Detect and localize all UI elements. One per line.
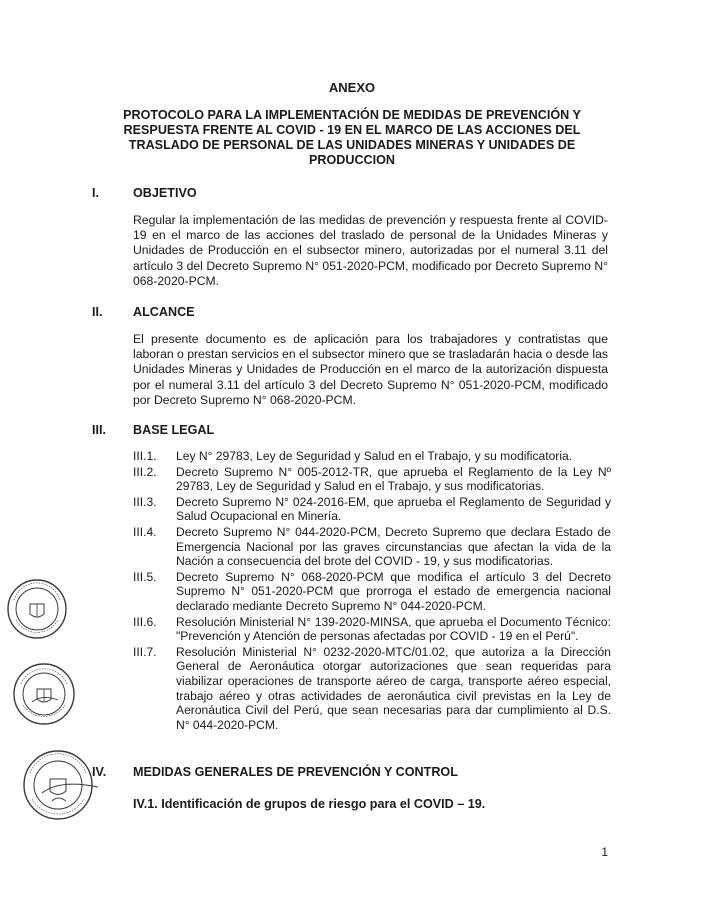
list-item [133, 570, 611, 614]
list-item-number: III.6. [133, 614, 157, 629]
document-title [100, 108, 604, 168]
annex-label: ANEXO [328, 80, 376, 95]
list-item-number: III.3. [133, 494, 157, 509]
list-item-text: Decreto Supremo N° 024-2016-EM, que aprueba el Reglamento de Seguridad y Salud Ocupacional en Minería. [176, 494, 611, 524]
list-item [133, 645, 611, 733]
list-item-text: Resolución Ministerial N° 0232-2020-MTC/01.02, que autoriza a la Dirección General de Aeronáutica otorgar autorizaciones que sean requeridas para viabilizar operaciones de transporte aéreo de carga, transporte aéreo especial, trabajo aéreo y otras actividades de aeronáutica civil previstas en la Ley de Aeronáutica Civil del Perú, que sean necesarias para dar cumplimiento al D.S. N° 044-2020-PCM. [176, 644, 611, 732]
section-heading-alcance: ALCANCE [133, 305, 195, 319]
seal-icon [12, 662, 76, 726]
title-line: RESPUESTA FRENTE AL COVID - 19 EN EL MARCO DE LAS ACCIONES DEL [123, 123, 581, 137]
title-line: PROTOCOLO PARA LA IMPLEMENTACIÓN DE MEDIDAS DE PREVENCIÓN Y [123, 108, 581, 122]
list-item-number: III.1. [133, 449, 157, 463]
ministry-seal-stamp [6, 578, 68, 640]
list-item-text: Resolución Ministerial N° 139-2020-MINSA, que aprueba el Documento Técnico: "Prevención y Atención de personas afectadas por COVID - 19 en el Perú". [176, 614, 611, 644]
section-number-alcance: II. [92, 305, 103, 319]
list-item [133, 495, 611, 524]
list-item-number: III.4. [133, 524, 157, 539]
section-number-medidas: IV. [92, 765, 107, 779]
seal-icon [6, 578, 68, 640]
list-item [133, 449, 611, 464]
ministry-seal-stamp [18, 743, 107, 829]
list-item [133, 525, 611, 569]
section-number-base-legal: III. [92, 423, 106, 437]
ministry-seal-stamp [12, 662, 76, 726]
section-heading-base-legal: BASE LEGAL [133, 423, 215, 437]
list-item-number: III.5. [133, 569, 157, 584]
title-line: TRASLADO DE PERSONAL DE LAS UNIDADES MINERAS Y UNIDADES DE [128, 138, 576, 152]
list-item-text: Ley N° 29783, Ley de Seguridad y Salud en el Trabajo, y su modificatoria. [176, 449, 573, 463]
section-heading-objetivo: OBJETIVO [133, 186, 197, 200]
list-item-text: Decreto Supremo N° 005-2012-TR, que aprueba el Reglamento de la Ley Nº 29783, Ley de Seguridad y Salud en el Trabajo, y sus modificatorias. [176, 464, 611, 494]
list-item [133, 615, 611, 644]
section-number-objetivo: I. [92, 186, 99, 200]
alcance-paragraph: El presente documento es de aplicación para los trabajadores y contratistas que laboran o prestan servicios en el subsector minero que se trasladarán hacia o desde las Unidades Mineras y Unidades de Producción en el marco de la autorización dispuesta por el numeral 3.11 del artículo 3 del Decreto Supremo N° 051-2020-PCM, modificado por Decreto Supremo N° 068-2020-PCM. [133, 332, 608, 407]
list-item-number: III.7. [133, 644, 157, 659]
page-number: 1 [601, 845, 608, 859]
section-heading-medidas: MEDIDAS GENERALES DE PREVENCIÓN Y CONTROL [133, 765, 458, 779]
list-item [133, 465, 611, 494]
title-line: PRODUCCION [308, 153, 396, 167]
list-item-text: Decreto Supremo N° 044-2020-PCM, Decreto Supremo que declara Estado de Emergencia Nacional por las graves circunstancias que afectan la vida de la Nación a consecuencia del brote del COVID - 19, y sus modificatorias. [176, 524, 611, 569]
list-item-text: Decreto Supremo N° 068-2020-PCM que modifica el artículo 3 del Decreto Supremo N° 051-2020-PCM que prorroga el estado de emergencia nacional declarado mediante Decreto Supremo N° 044-2020-PCM. [176, 569, 611, 613]
seal-icon [18, 743, 107, 829]
list-item-number: III.2. [133, 464, 157, 479]
objetivo-paragraph: Regular la implementación de las medidas de prevención y respuesta frente al COVID-19 en el marco de las acciones del traslado de personal de la Unidades Mineras y Unidades de Producción en el subsector minero, autorizadas por el numeral 3.11 del artículo 3 del Decreto Supremo N° 051-2020-PCM, modificado por Decreto Supremo N° 068-2020-PCM. [133, 213, 608, 288]
subsection-heading: IV.1. Identificación de grupos de riesgo para el COVID – 19. [133, 797, 486, 811]
base-legal-list [133, 449, 611, 733]
